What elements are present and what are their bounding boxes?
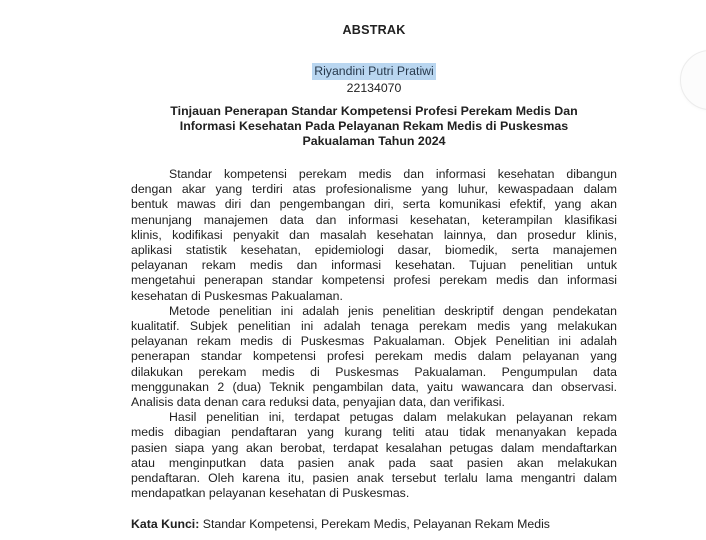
text-line: Tinjauan Penerapan Standar Kompetensi Profesi Perekam Medis Dan	[170, 104, 578, 118]
keywords-label: Kata Kunci:	[131, 517, 200, 531]
text-line: Informasi Kesehatan Pada Pelayanan Rekam Medis di Puskesmas	[179, 119, 569, 134]
text-line: pasien siapa yang akan berobat, terdapat kesalahan petugas dalam mendaftarkan	[131, 440, 617, 455]
text-line: kesehatan di Puskesmas Pakualaman.	[131, 288, 343, 303]
text-line: Metode penelitian ini adalah jenis penelitian deskriptif dengan pendekatan	[169, 303, 617, 318]
author-block	[131, 63, 617, 96]
student-id: 22134070	[346, 80, 402, 95]
text-line: kualitatif. Subjek penelitian ini adalah tenaga perekam medis yang melakukan	[131, 319, 617, 334]
text-line: pelayanan rekam medis dan informasi kesehatan. Tujuan penelitian untuk	[131, 258, 617, 273]
text-line: Hasil penelitian ini, terdapat petugas dalam melakukan pelayanan rekam	[169, 410, 617, 425]
abstract-document	[131, 0, 617, 540]
text-line: Analisis data denan cara reduksi data, penyajian data, dan verifikasi.	[131, 395, 505, 410]
author-name-row	[131, 63, 617, 80]
selected-author-name[interactable]: Riyandini Putri Pratiwi	[314, 64, 434, 78]
keywords-line	[131, 517, 617, 532]
text-line: dilakukan perekam medis di Puskesmas Pakualaman. Pengumpulan data	[131, 364, 617, 379]
text-line: pendaftaran. Oleh karena itu, pasien anak tersebut terlalu lama mengantri dalam	[131, 471, 617, 486]
text-line: klinis, kodifikasi penyakit dan masalah kesehatan lainnya, dan prosedur klinis,	[131, 227, 617, 242]
text-line: mengetahui penerapan standar kompetensi profesi perekam medis dan informasi	[131, 273, 617, 288]
text-line: aplikasi statistik kesehatan, epidemiologi dasar, biomedik, serta manajemen	[131, 243, 617, 258]
text-line: bentuk mawas diri dan pengembangan diri, serta komunikasi efektif, yang akan	[131, 197, 617, 212]
abstract-body	[131, 167, 617, 501]
text-line: mendapatkan pelayanan kesehatan di Puskesmas.	[131, 486, 410, 501]
text-line: pelayanan rekam medis di Puskesmas Pakualaman. Objek Penelitian ini adalah	[131, 334, 617, 349]
text-line: Pakualaman Tahun 2024	[302, 134, 446, 149]
paragraph-results	[131, 410, 617, 501]
document-title	[131, 104, 617, 150]
text-line: penerapan standar kompetensi profesi perekam medis dalam pelayanan yang	[131, 349, 617, 364]
text-line: menunjang manajemen data dan informasi kesehatan, keterampilan klasifikasi	[131, 212, 617, 227]
text-line: medis dibagian pendaftaran yang kurang teliti atau tidak menanyakan kepada	[131, 425, 617, 440]
text-line: dengan akar yang terdiri atas profesionalisme yang luhur, kewaspadaan dalam	[131, 182, 617, 197]
text-line: atau menginputkan data pasien anak pada saat pasien akan melakukan	[131, 455, 617, 470]
text-line: Standar kompetensi perekam medis dan informasi kesehatan dibangun	[169, 167, 617, 181]
paragraph-background	[131, 167, 617, 304]
keywords-text: Standar Kompetensi, Perekam Medis, Pelayanan Rekam Medis	[199, 517, 550, 531]
paragraph-method	[131, 304, 617, 410]
text-line: menggunakan 2 (dua) Teknik pengambilan data, yaitu wawancara dan observasi.	[131, 379, 617, 394]
abstract-heading: ABSTRAK	[342, 23, 406, 37]
floating-action-button[interactable]	[680, 50, 706, 110]
